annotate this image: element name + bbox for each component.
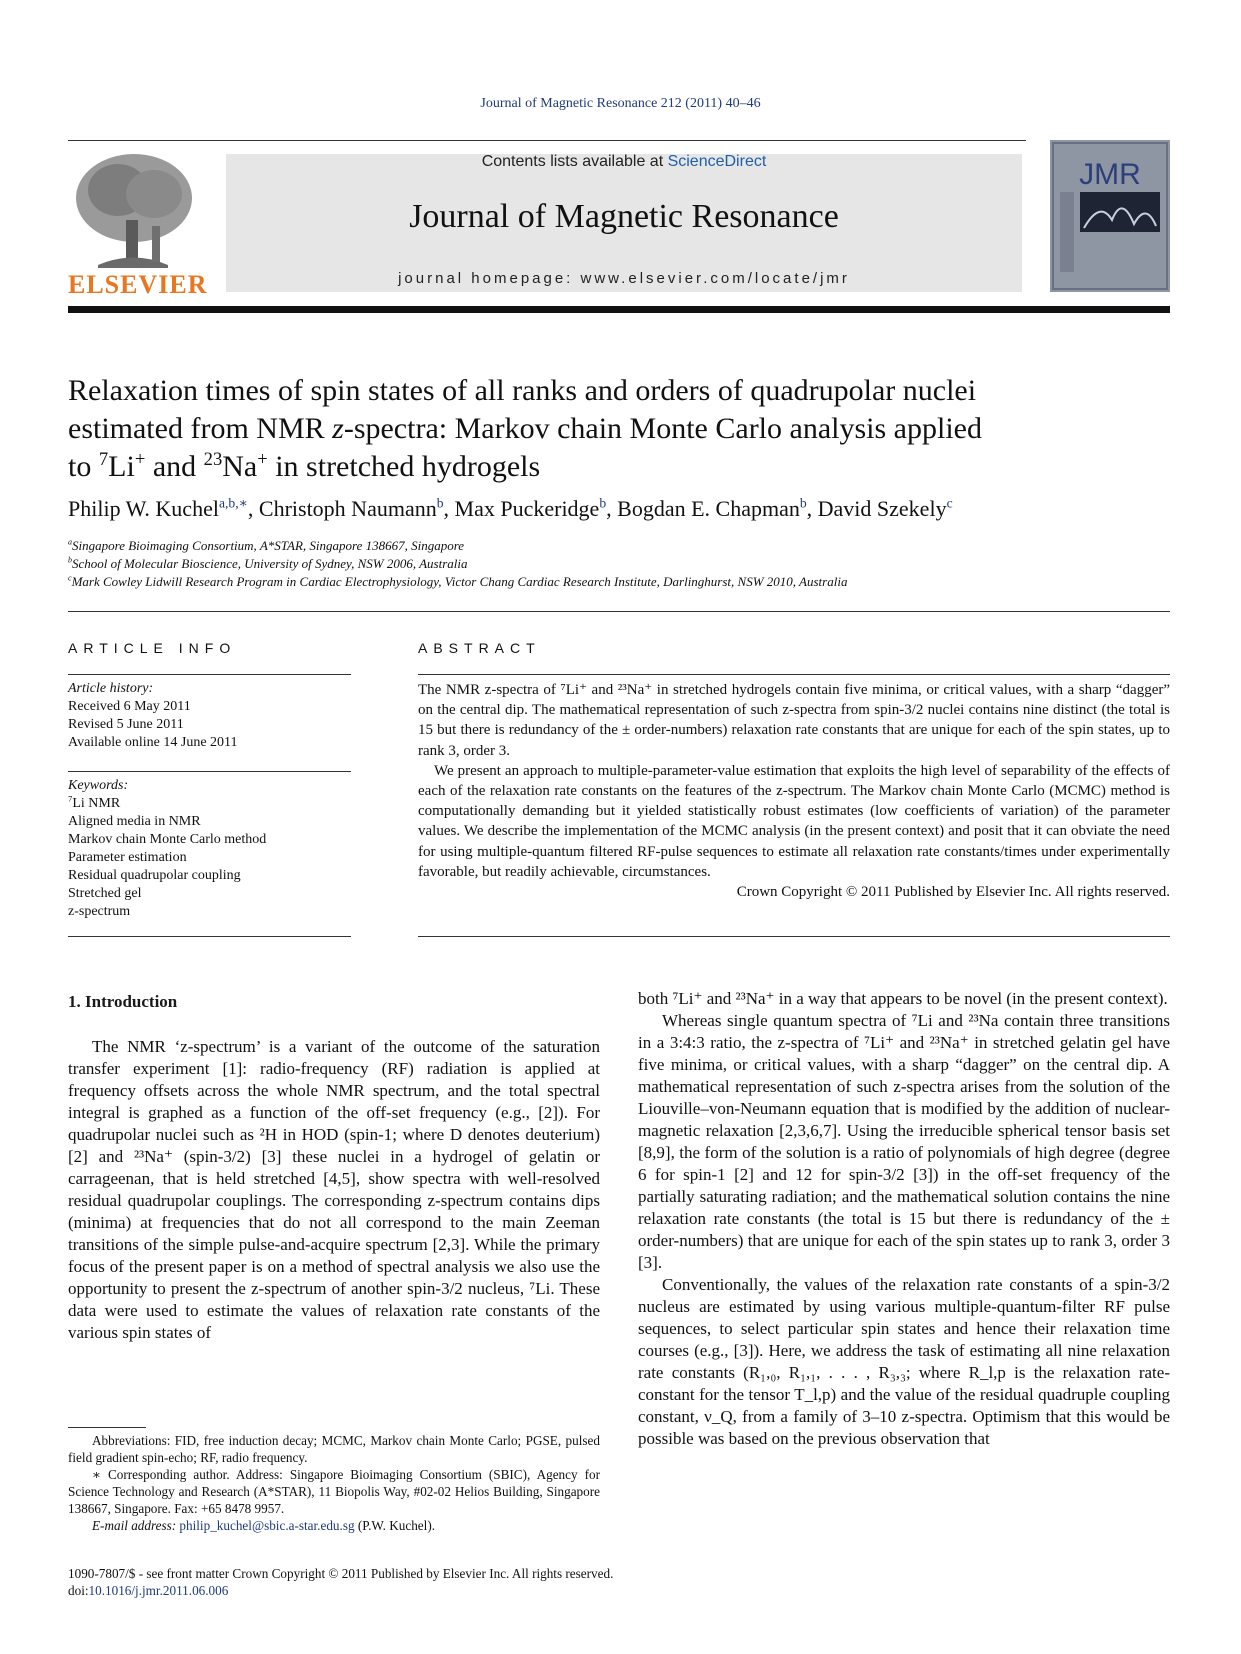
body-paragraph: both ⁷Li⁺ and ²³Na⁺ in a way that appears to be novel (in the present context). (638, 989, 1168, 1008)
abstract-paragraph: The NMR z-spectra of ⁷Li⁺ and ²³Na⁺ in stretched hydrogels contain five minima, or critical values, with a sharp “dagger” on the central dip. The mathematical representation of such z-spectra from spin-3/2 nuclei contains nine distinct (the total is 15 but there is redundancy of the ± order-numbers) relaxation rate constants that are unique for each of the spin states, up to rank 3, order 3. (418, 682, 1170, 759)
doi-link[interactable]: 10.1016/j.jmr.2011.06.006 (88, 1583, 229, 1598)
page-footer (68, 1565, 613, 1599)
author-name: Philip W. Kuchel (68, 496, 219, 521)
body-column-left (68, 1036, 600, 1344)
copyright-line: Crown Copyright © 2011 Published by Elsevier Inc. All rights reserved. (736, 884, 1170, 901)
keyword: z-spectrum (68, 904, 131, 919)
title-line-2: estimated from NMR z-spectra: Markov chain Monte Carlo analysis applied (68, 412, 982, 445)
abstract-heading: ABSTRACT (418, 640, 541, 656)
footnotes (68, 1432, 600, 1534)
body-column-right (638, 988, 1170, 1450)
divider (418, 674, 1170, 675)
author-name: Max Puckeridge (454, 496, 600, 521)
divider (418, 936, 1170, 937)
elsevier-wordmark: ELSEVIER (68, 270, 208, 299)
body-paragraph: Conventionally, the values of the relaxation rate constants of a spin-3/2 nucleus are estimated by using various multiple-quantum-filter RF pulse sequences, to select particular spin states and hence their relaxation time courses (e.g., [3]). Here, we address the task of estimating all nine relaxation rate constants (R₁,₀, R₁,₁, . . . , R₃,₃; where R_l,p is the relaxation rate-constant for the tensor T_l,p) and the value of the residual quadruple coupling constant, ν_Q, from a family of 3–10 z-spectra. Optimism that this would be possible was based on the previous observation that (638, 1275, 1170, 1448)
article-title (68, 372, 1128, 486)
keywords: Keywords: $^7$Li NMR Aligned media in NMR Markov chain Monte Carlo method Parameter estimation Residual quadrupolar coupling Stretched gel z-spectrum (68, 777, 351, 921)
author-affiliation-mark[interactable]: a,b,∗ (218, 495, 248, 511)
author-list: Philip W. Kuchel$^{a,b,∗}$, Christoph Naumann$^b$, Max Puckeridge$^b$, Bogdan E. Chapman$^b$, David Szekely$^c$ (68, 495, 953, 521)
doi-line: doi:10.1016/j.jmr.2011.06.006 (68, 1583, 229, 1598)
author-affiliation-mark[interactable]: b (799, 495, 807, 511)
keyword: Parameter estimation (68, 850, 187, 865)
journal-homepage[interactable]: journal homepage: www.elsevier.com/locate/jmr (398, 270, 850, 287)
footnote-email: E-mail address: philip_kuchel@sbic.a-star.edu.sg (P.W. Kuchel). (92, 1518, 436, 1533)
journal-cover-image (1050, 140, 1170, 292)
contents-line (226, 153, 1022, 171)
divider (68, 674, 351, 675)
affiliation-rule (68, 611, 1170, 612)
abstract-paragraph: We present an approach to multiple-parameter-value estimation that exploits the high level of separability of the effects of each of the relaxation rate constants on the features of the z-spectrum. The Markov chain Monte Carlo (MCMC) method is computationally demanding but it yielded statistically robust estimates (low coefficients of variation) of the parameter values. We describe the implementation of the MCMC analysis (in the present context) and posit that it can obviate the need for using multiple-quantum filtered RF-pulse sequences to estimate all relaxation rate constants/times under experimentally favorable, but readily achievable, circumstances. (418, 762, 1170, 880)
author-name: David Szekely (817, 496, 947, 521)
author-name: Bogdan E. Chapman (617, 496, 800, 521)
journal-citation[interactable]: Journal of Magnetic Resonance 212 (2011) 40–46 (480, 96, 761, 111)
cover-label: JMR (1079, 158, 1141, 191)
contents-prefix: Contents lists available at (481, 153, 668, 170)
author-affiliation-mark[interactable]: b (436, 495, 444, 511)
article-history: Article history: Received 6 May 2011 Revised 5 June 2011 Available online 14 June 2011 (68, 680, 351, 752)
affiliation-c: $^c$Mark Cowley Lidwill Research Program in Cardiac Electrophysiology, Victor Chang Cardiac Research Institute, Darlinghurst, NSW 2010, Australia (68, 573, 848, 589)
body-paragraph: Whereas single quantum spectra of ⁷Li and ²³Na contain three transitions in a 3:4:3 ratio, the z-spectra of ⁷Li⁺ and ²³Na⁺ in stretched gelatin gel have five minima, or critical values, with a sharp “dagger” on the central dip. A mathematical representation of such z-spectra arises from the solution of the Liouville–von-Neumann equation that is modified by the addition of nuclear-magnetic relaxation [2,3,6,7]. Using the irreducible spherical tensor basis set [8,9], the form of the solution is a ratio of polynomials of high degree (degree 6 for spin-1 [2] and 12 for spin-3/2 [3]) in the off-set frequency of the partially saturating radiation; and the mathematical solution contains the nine relaxation rate constants (the total is 15 but there is redundancy of the ± order-numbers) that are unique for each of the spin states up to rank 3, order 3 [3]. (638, 1011, 1170, 1272)
journal-name: Journal of Magnetic Resonance (409, 198, 839, 235)
divider (68, 771, 351, 772)
title-line-3: to $^7$Li+ and $^{23}$Na+ in stretched hydrogels (68, 449, 541, 483)
header-rule (68, 140, 1026, 141)
keyword: Aligned media in NMR (68, 814, 201, 829)
keyword: $^7$Li NMR (68, 793, 121, 811)
abstract-text (418, 680, 1170, 902)
affiliation-a: $^a$Singapore Bioimaging Consortium, A*STAR, Singapore 138667, Singapore (68, 537, 465, 553)
body-paragraph: The NMR ‘z-spectrum’ is a variant of the outcome of the saturation transfer experiment [1]: radio-frequency (RF) radiation is applied at frequency offsets across the whole NMR spectrum, and the total spectral integral is graphed as a function of the off-set frequency (e.g., [2]). For quadrupolar nuclei such as ²H in HOD (spin-1; where D denotes deuterium) [2] and ²³Na⁺ (spin-3/2) [3] these nuclei in a hydrogel of gelatin or carrageenan, that is held stretched [4,5], show spectra with well-resolved residual quadrupolar couplings. The corresponding z-spectrum contains dips (minima) at frequencies that do not all correspond to the main Zeeman transitions of the simple pulse-and-acquire spectrum [2,3]. While the primary focus of the present paper is on a method of spectral analysis we also use the opportunity to present the z-spectrum of another spin-3/2 nucleus, ⁷Li. These data were used to estimate the values of relaxation rate constants of the various spin states of (68, 1037, 600, 1342)
revised-date: Revised 5 June 2011 (68, 717, 184, 732)
keyword: Residual quadrupolar coupling (68, 868, 241, 883)
sciencedirect-link[interactable]: ScienceDirect (667, 153, 767, 170)
footnote-abbreviations: Abbreviations: FID, free induction decay; MCMC, Markov chain Monte Carlo; PGSE, pulsed field gradient spin-echo; RF, radio frequency. (68, 1433, 600, 1465)
keyword: Markov chain Monte Carlo method (68, 832, 267, 847)
author-affiliation-mark[interactable]: c (946, 495, 953, 511)
section-heading: 1. Introduction (68, 992, 178, 1011)
issn-line: 1090-7807/$ - see front matter Crown Copyright © 2011 Published by Elsevier Inc. All rights reserved. (68, 1566, 614, 1581)
divider (68, 936, 351, 937)
keyword: Stretched gel (68, 886, 142, 901)
author-name: Christoph Naumann (258, 496, 437, 521)
affiliation-b: $^b$School of Molecular Bioscience, University of Sydney, NSW 2006, Australia (68, 555, 468, 571)
email-link[interactable]: philip_kuchel@sbic.a-star.edu.sg (179, 1518, 355, 1533)
footnote-rule (68, 1427, 146, 1428)
footnote-corresponding: ∗ Corresponding author. Address: Singapore Bioimaging Consortium (SBIC), Agency for Science Technology and Research (A*STAR), 11 Biopolis Way, #02-02 Helios Building, Singapore 138667, Singapore. Fax: +65 8478 9957. (68, 1467, 600, 1516)
header-thick-rule (68, 306, 1170, 313)
received-date: Received 6 May 2011 (68, 699, 191, 714)
online-date: Available online 14 June 2011 (68, 735, 238, 750)
author-affiliation-mark[interactable]: b (599, 495, 607, 511)
article-info-heading: ARTICLE INFO (68, 640, 237, 656)
title-line-1: Relaxation times of spin states of all ranks and orders of quadrupolar nuclei (68, 374, 977, 407)
